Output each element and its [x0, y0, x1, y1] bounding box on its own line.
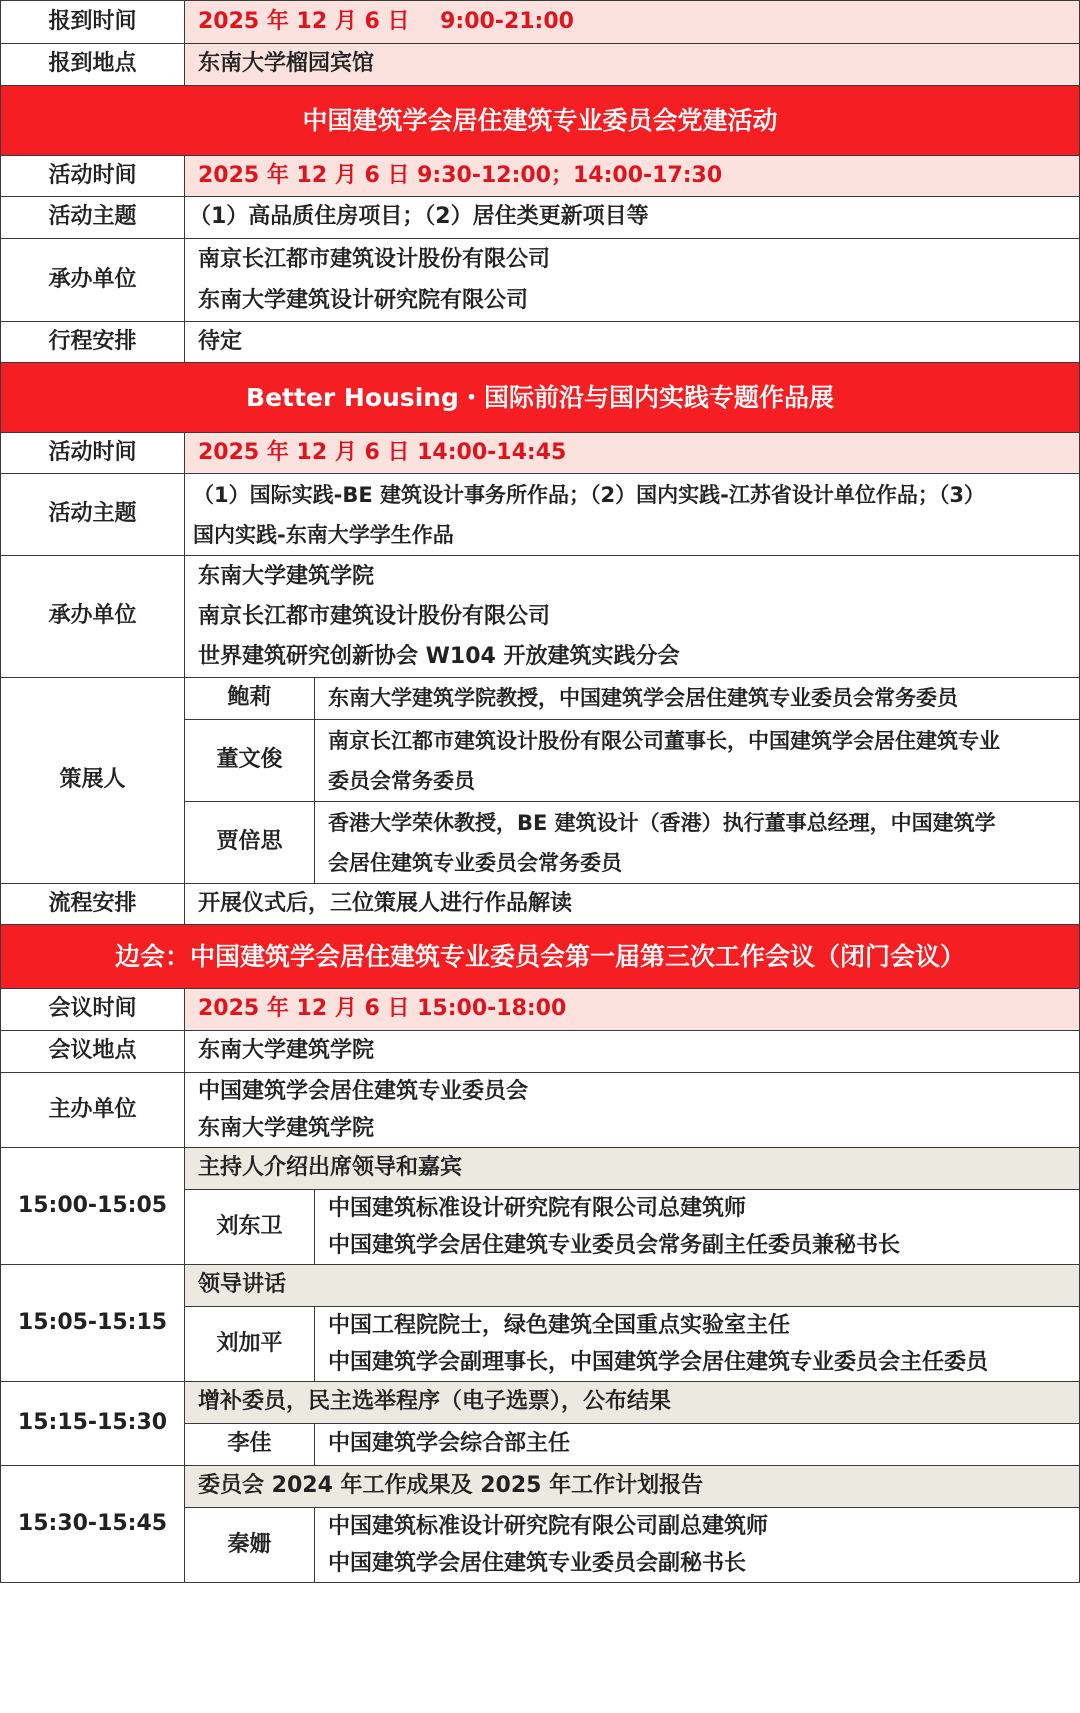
agenda-speaker-title-line: 中国建筑学会居住建筑专业委员会常务副主任委员兼秘书长 [328, 1233, 901, 1258]
curator-bio-line: 香港大学荣休教授，BE 建筑设计（香港）执行董事总经理，中国建筑学 [328, 810, 996, 835]
curator-bio-line: 会居住建筑专业委员会常务委员 [328, 850, 622, 875]
exhibition-theme-line: （1）国际实践-BE 建筑设计事务所作品；（2）国内实践-江苏省设计单位作品；（3） [193, 482, 985, 507]
agenda-speaker: 刘加平 [185, 1307, 315, 1382]
agenda-time: 15:00-15:05 [1, 1148, 185, 1265]
agenda-speaker-title: 中国建筑学会综合部主任 [315, 1424, 1080, 1466]
curator-bio-line: 南京长江都市建筑设计股份有限公司董事长，中国建筑学会居住建筑专业 [328, 728, 1000, 753]
curator-name: 贾倍思 [185, 802, 315, 884]
meeting-host-item: 东南大学建筑学院 [198, 1116, 375, 1141]
curator-name: 鲍莉 [185, 678, 315, 720]
exhibition-process-label: 流程安排 [1, 884, 185, 925]
party-theme-label: 活动主题 [1, 197, 185, 239]
agenda-speaker: 李佳 [185, 1424, 315, 1466]
party-schedule-value: 待定 [185, 322, 1080, 363]
party-schedule-label: 行程安排 [1, 322, 185, 363]
agenda-speaker-title [315, 1307, 1080, 1382]
exhibition-theme-line: 国内实践-东南大学学生作品 [193, 522, 454, 547]
agenda-time: 15:05-15:15 [1, 1265, 185, 1382]
agenda-speaker-title [315, 1190, 1080, 1265]
agenda-speaker: 刘东卫 [185, 1190, 315, 1265]
agenda-topic: 主持人介绍出席领导和嘉宾 [185, 1148, 1080, 1190]
curator-name: 董文俊 [185, 720, 315, 802]
meeting-host-item: 中国建筑学会居住建筑专业委员会 [198, 1079, 529, 1104]
exhibition-organizer-label: 承办单位 [1, 556, 185, 678]
exhibition-organizer-item: 东南大学建筑学院 [198, 563, 375, 589]
side-meeting-banner: 边会：中国建筑学会居住建筑专业委员会第一届第三次工作会议（闭门会议） [1, 925, 1080, 989]
meeting-time-label: 会议时间 [1, 989, 185, 1031]
exhibition-banner: Better Housing・国际前沿与国内实践专题作品展 [1, 363, 1080, 433]
meeting-time-value: 2025 年 12 月 6 日 15:00-18:00 [185, 989, 1080, 1031]
agenda-topic: 领导讲话 [185, 1265, 1080, 1307]
party-activity-banner: 中国建筑学会居住建筑专业委员会党建活动 [1, 86, 1080, 156]
meeting-host-list [185, 1073, 1080, 1148]
exhibition-time-label: 活动时间 [1, 433, 185, 474]
party-organizer-item: 东南大学建筑设计研究院有限公司 [198, 288, 529, 313]
meeting-place-value: 东南大学建筑学院 [185, 1031, 1080, 1073]
exhibition-theme-label: 活动主题 [1, 474, 185, 556]
exhibition-organizer-list [185, 556, 1080, 678]
registration-place-label: 报到地点 [1, 44, 185, 86]
agenda-speaker-title-line: 中国工程院院士，绿色建筑全国重点实验室主任 [328, 1313, 791, 1338]
agenda-time: 15:30-15:45 [1, 1466, 185, 1583]
meeting-place-label: 会议地点 [1, 1031, 185, 1073]
curator-bio [315, 720, 1080, 802]
agenda-speaker-title-line: 中国建筑学会居住建筑专业委员会副秘书长 [328, 1551, 747, 1576]
party-time-value: 2025 年 12 月 6 日 9:30-12:00；14:00-17:30 [185, 156, 1080, 197]
registration-time-label: 报到时间 [1, 1, 185, 44]
party-organizer-list [185, 239, 1080, 322]
meeting-host-label: 主办单位 [1, 1073, 185, 1148]
party-theme-value: （1）高品质住房项目；（2）居住类更新项目等 [185, 197, 1080, 239]
party-organizer-label: 承办单位 [1, 239, 185, 322]
curator-bio: 东南大学建筑学院教授，中国建筑学会居住建筑专业委员会常务委员 [315, 678, 1080, 720]
exhibition-time-value: 2025 年 12 月 6 日 14:00-14:45 [185, 433, 1080, 474]
agenda-speaker-title-line: 中国建筑标准设计研究院有限公司总建筑师 [328, 1196, 747, 1221]
agenda-speaker: 秦姗 [185, 1508, 315, 1583]
exhibition-process-value: 开展仪式后，三位策展人进行作品解读 [185, 884, 1080, 925]
registration-place-value: 东南大学榴园宾馆 [185, 44, 1080, 86]
curator-bio-line: 委员会常务委员 [328, 768, 475, 793]
agenda-topic: 增补委员，民主选举程序（电子选票），公布结果 [185, 1382, 1080, 1424]
exhibition-organizer-item: 南京长江都市建筑设计股份有限公司 [198, 603, 551, 629]
agenda-speaker-title [315, 1508, 1080, 1583]
party-organizer-item: 南京长江都市建筑设计股份有限公司 [198, 247, 551, 272]
exhibition-theme-value [185, 474, 1080, 556]
curator-bio [315, 802, 1080, 884]
exhibition-organizer-item: 世界建筑研究创新协会 W104 开放建筑实践分会 [198, 643, 680, 669]
agenda-speaker-title-line: 中国建筑学会副理事长，中国建筑学会居住建筑专业委员会主任委员 [328, 1350, 989, 1375]
agenda-time: 15:15-15:30 [1, 1382, 185, 1466]
agenda-topic: 委员会 2024 年工作成果及 2025 年工作计划报告 [185, 1466, 1080, 1508]
agenda-speaker-title-line: 中国建筑标准设计研究院有限公司副总建筑师 [328, 1514, 769, 1539]
party-time-label: 活动时间 [1, 156, 185, 197]
registration-time-value: 2025 年 12 月 6 日 9:00-21:00 [185, 1, 1080, 44]
curator-label: 策展人 [1, 678, 185, 884]
